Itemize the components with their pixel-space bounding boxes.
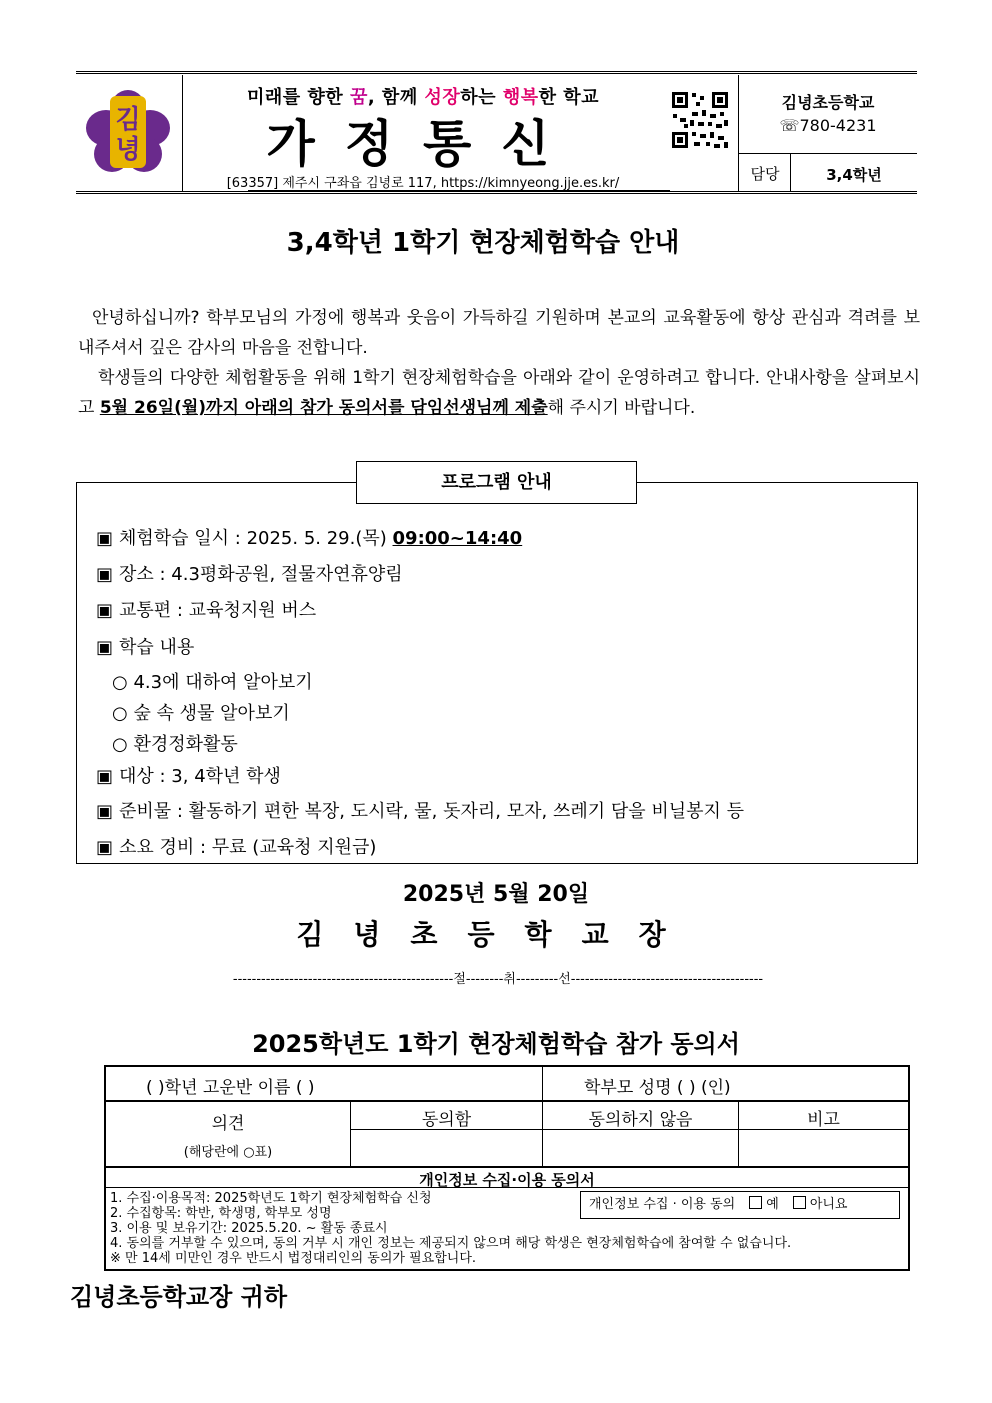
program-title: 프로그램 안내 [356, 461, 637, 504]
consent-form-title: 2025학년도 1학기 현장체험학습 참가 동의서 [252, 1030, 740, 1058]
disagree-header: 동의하지 않음 [588, 1110, 693, 1130]
deadline-highlight: 5월 26일(월)까지 아래의 참가 동의서를 담임선생님께 제출 [99, 398, 548, 418]
program-item-cost: ▣ 소요 경비 : 무료 (교육청 지원금) [96, 837, 377, 858]
school-slogan: 미래를 향한 꿈, 함께 성장하는 행복한 학교 [246, 87, 600, 108]
program-item-content: ▣ 학습 내용 [96, 637, 195, 658]
program-item-prep: ▣ 준비물 : 활동하기 편한 복장, 도시락, 물, 돗자리, 모자, 쓰레기 담을 비닐봉지 등 [96, 801, 744, 822]
school-name: 김녕초등학교 [781, 93, 875, 112]
consent-no-label: 아니요 [809, 1197, 848, 1212]
content-sub-item: ○ 환경정화활동 [112, 734, 238, 755]
privacy-title: 개인정보 수집·이용 동의서 [419, 1171, 595, 1189]
consent-form-table [104, 1065, 910, 1271]
consent-yes-checkbox[interactable] [749, 1196, 762, 1209]
agree-header: 동의함 [421, 1110, 472, 1130]
page-title: 가정통신 [266, 114, 580, 173]
in-charge-label: 담당 [750, 165, 780, 183]
address-underline [248, 190, 670, 191]
header-divider [738, 75, 739, 191]
header-bottom-rule [76, 191, 917, 194]
qr-code-icon [670, 90, 730, 150]
header-divider [738, 153, 917, 154]
consent-yes-label: 예 [766, 1197, 779, 1212]
document-title: 3,4학년 1학기 현장체험학습 안내 [286, 228, 680, 258]
remarks-header: 비고 [807, 1110, 840, 1130]
content-sub-item: ○ 숲 속 생물 알아보기 [112, 703, 290, 724]
in-charge-value: 3,4학년 [826, 166, 882, 184]
consent-label: 개인정보 수집 · 이용 동의 [589, 1197, 736, 1212]
privacy-term: ※ 만 14세 미만인 경우 반드시 법정대리인의 동의가 필요합니다. [110, 1251, 477, 1266]
program-item-place: ▣ 장소 : 4.3평화공원, 절물자연휴양림 [96, 564, 403, 585]
logo-text-top: 김 [115, 105, 141, 135]
remarks-cell[interactable] [739, 1130, 908, 1166]
agree-cell[interactable] [351, 1130, 542, 1166]
header-top-rule [76, 71, 917, 74]
principal-signature: 김녕초등학교장 [296, 918, 696, 951]
opinion-note: (해당란에 ○표) [183, 1145, 273, 1160]
privacy-term: 3. 이용 및 보유기간: 2025.5.20. ~ 활동 종료시 [110, 1221, 388, 1236]
privacy-term: 2. 수집항목: 학반, 학생명, 학부모 성명 [110, 1206, 332, 1221]
issue-date: 2025년 5월 20일 [402, 882, 590, 907]
school-logo [84, 88, 172, 176]
privacy-term: 4. 동의를 거부할 수 있으며, 동의 거부 시 개인 정보는 제공되지 않으며 해당 학생은 현장체험학습에 참여할 수 없습니다. [110, 1236, 792, 1251]
opinion-label: 의견 [211, 1114, 245, 1134]
program-item-target: ▣ 대상 : 3, 4학년 학생 [96, 766, 281, 787]
content-sub-item: ○ 4.3에 대하여 알아보기 [112, 672, 313, 693]
disagree-cell[interactable] [543, 1130, 738, 1166]
header-divider [790, 153, 791, 191]
logo-text-bottom: 녕 [115, 135, 141, 165]
school-address: [63357] 제주시 구좌읍 김녕로 117, https://kimnyeong.jje.es.kr/ [226, 176, 620, 191]
notice-paragraph: 학생들의 다양한 체험활동을 위해 1학기 현장체험학습을 아래와 같이 운영하려고 합니다. 안내사항을 살펴보시고 5월 26일(월)까지 아래의 참가 동의서를 담임선생님께 제출해 주시기 바랍니다. [78, 368, 920, 418]
privacy-term: 1. 수집·이용목적: 2025학년도 1학기 현장체험학습 신청 [110, 1191, 432, 1206]
addressee: 김녕초등학교장 귀하 [70, 1283, 288, 1311]
student-info-field[interactable]: ( )학년 고운반 이름 ( ) [146, 1078, 315, 1098]
program-item-transport: ▣ 교통편 : 교육청지원 버스 [96, 600, 317, 621]
parent-name-field[interactable]: 학부모 성명 ( ) (인) [584, 1078, 731, 1098]
greeting-paragraph: 안녕하십니까? 학부모님의 가정에 행복과 웃음이 가득하길 기원하며 본교의 교육활동에 항상 관심과 격려를 보내주셔서 깊은 감사의 마음을 전합니다. [78, 308, 920, 358]
consent-no-checkbox[interactable] [793, 1196, 806, 1209]
cut-line: -----------------------------------------------절--------취---------선----------------------------------------- [232, 972, 764, 987]
privacy-consent-box [580, 1191, 900, 1219]
program-item-date: ▣ 체험학습 일시 : 2025. 5. 29.(목) 09:00~14:40 [96, 528, 523, 549]
school-phone: ☏780-4231 [779, 116, 877, 135]
